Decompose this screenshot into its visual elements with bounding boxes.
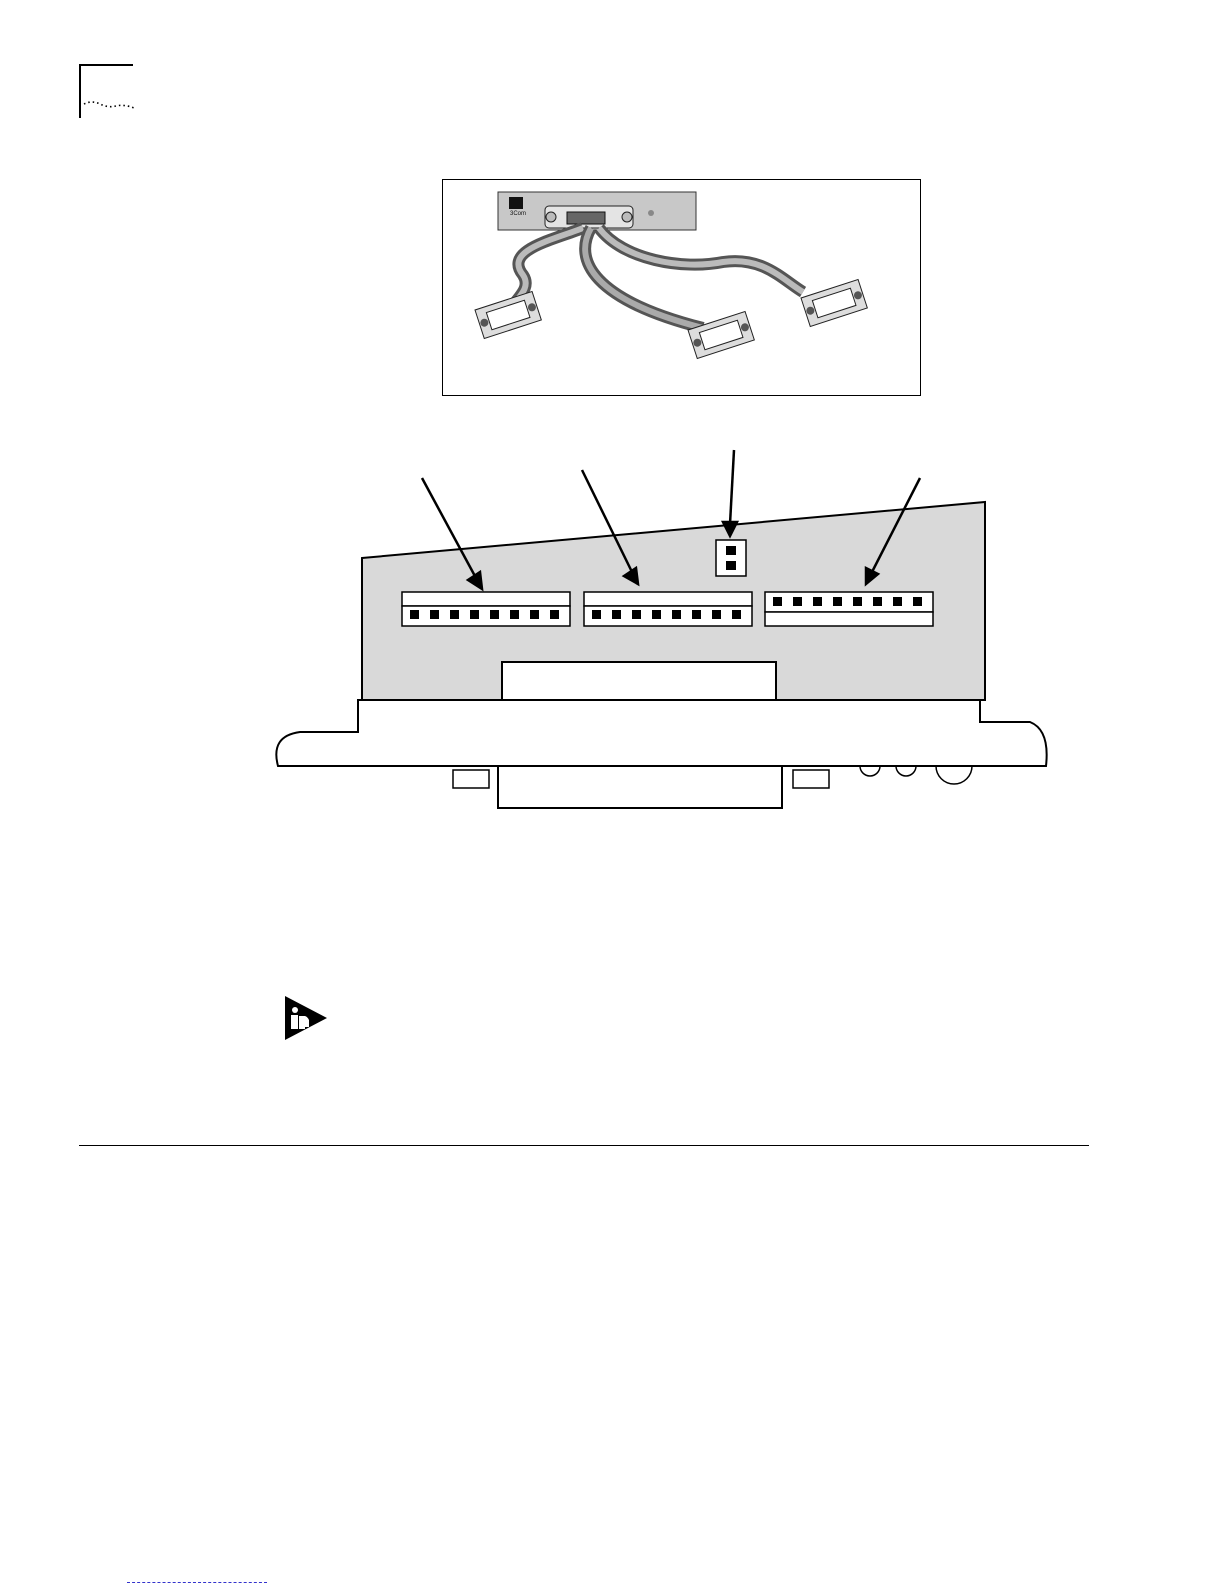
corner-mark-horizontal bbox=[79, 64, 133, 66]
dip-switch-bank-1 bbox=[402, 592, 570, 626]
faceplate bbox=[276, 700, 1046, 766]
board-connector bbox=[502, 662, 776, 700]
dip-switch-bank-2 bbox=[584, 592, 752, 626]
jumper-block bbox=[716, 540, 746, 576]
corner-dotted-curve bbox=[82, 98, 137, 112]
dip-switch-bank-3 bbox=[765, 592, 933, 626]
board-switch-diagram bbox=[270, 440, 1060, 820]
corner-mark-vertical bbox=[79, 64, 81, 118]
section-divider bbox=[79, 1145, 1089, 1146]
faceplate-connector bbox=[498, 766, 782, 808]
module-cable-illustration bbox=[443, 180, 922, 397]
photo-figure bbox=[442, 179, 921, 396]
brand-logo-text: 3Com bbox=[510, 211, 527, 217]
link-underline[interactable] bbox=[127, 1582, 267, 1584]
note-info-icon bbox=[283, 994, 329, 1042]
brand-logo bbox=[509, 197, 523, 209]
